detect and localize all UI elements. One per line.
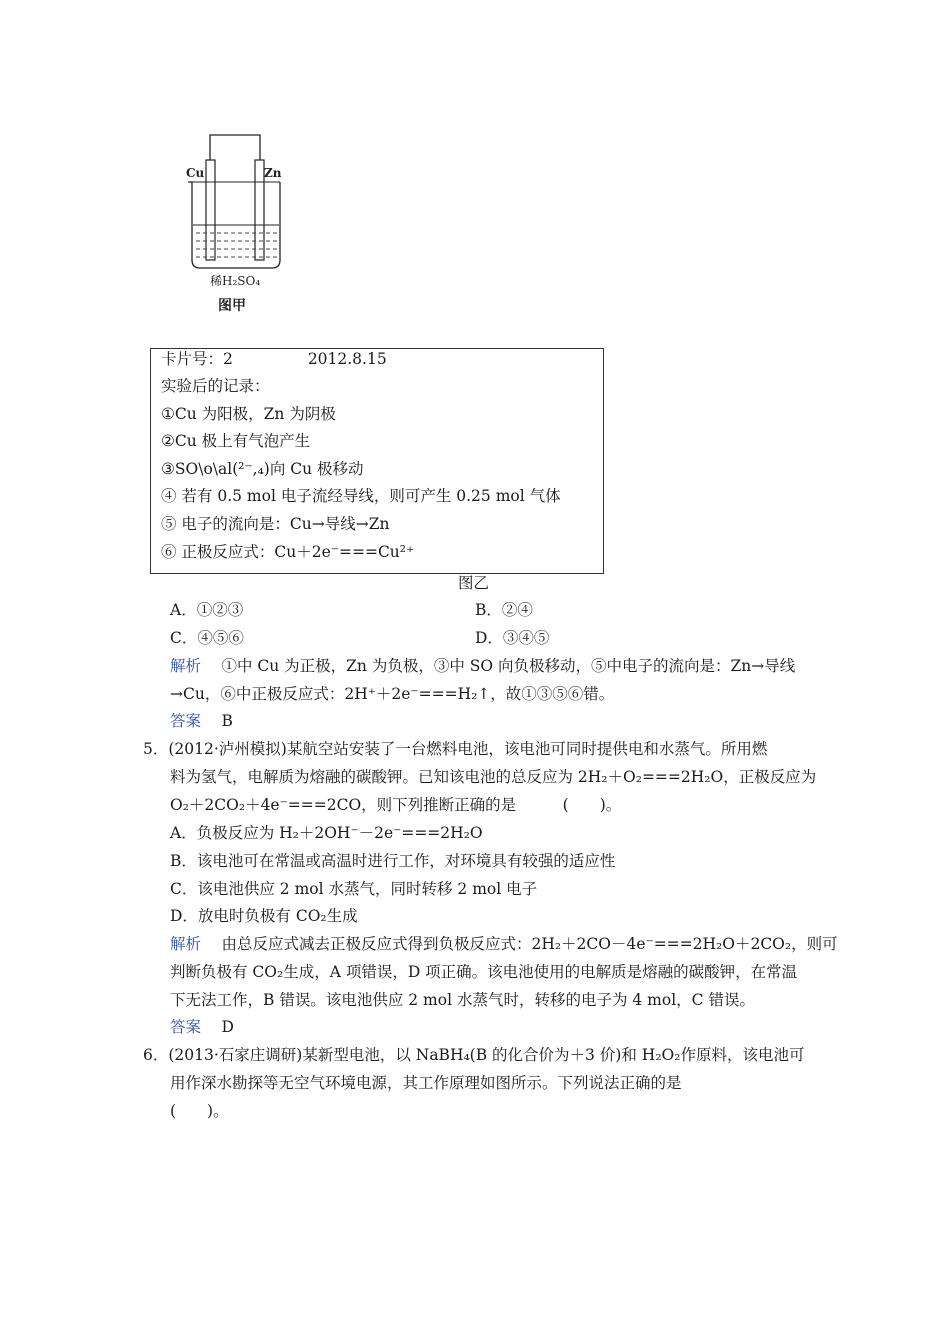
q6-stem-line-2: 用作深水勘探等无空气环境电源，其工作原理如图所示。下列说法正确的是 xyxy=(170,1074,682,1092)
analysis-tag: 解析 xyxy=(170,657,202,675)
q6-stem-line-1: 6．(2013·石家庄调研)某新型电池，以 NaBH₄(B 的化合价为＋3 价)和 H₂O₂作原料，该电池可 xyxy=(143,1046,805,1064)
zn-electrode xyxy=(255,160,264,260)
card-item-1: ①Cu 为阳极，Zn 为阴极 xyxy=(161,405,336,423)
q4-option-b: B．②④ xyxy=(475,601,533,619)
answer-tag: 答案 xyxy=(170,712,202,730)
q4-option-c: C．④⑤⑥ xyxy=(170,629,244,647)
q5-stem-line-2: 料为氢气，电解质为熔融的碳酸钾。已知该电池的总反应为 2H₂＋O₂===2H₂O，正极反应为 xyxy=(170,768,817,786)
q5-option-d: D．放电时负极有 CO₂生成 xyxy=(170,907,358,925)
card-item-5: ⑤ 电子的流向是：Cu→导线→Zn xyxy=(161,515,390,533)
zn-label: Zn xyxy=(264,166,282,180)
q5-stem-line-3: O₂＋2CO₂＋4e⁻===2CO，则下列推断正确的是 ( )。 xyxy=(170,796,622,814)
q5-analysis-line-1 xyxy=(170,934,838,954)
wire xyxy=(210,135,260,160)
answer-value: B xyxy=(221,712,233,730)
q5-option-a: A．负极反应为 H₂＋2OH⁻－2e⁻===2H₂O xyxy=(170,824,483,842)
q5-option-b: B．该电池可在常温或高温时进行工作，对环境具有较强的适应性 xyxy=(170,852,616,870)
analysis-text: ①中 Cu 为正极，Zn 为负极，③中 SO 向负极移动，⑤中电子的流向是：Zn→导线 xyxy=(221,657,796,675)
q4-option-a: A．①②③ xyxy=(170,601,244,619)
q5-stem-line-1: 5．(2012·泸州模拟)某航空站安装了一台燃料电池，该电池可同时提供电和水蒸气。所用燃 xyxy=(143,740,768,758)
analysis-tag: 解析 xyxy=(170,935,202,953)
card-date: 2012.8.15 xyxy=(307,350,387,368)
analysis-text: 由总反应式减去正极反应式得到负极反应式：2H₂＋2CO－4e⁻===2H₂O＋2CO₂，则可 xyxy=(221,935,838,953)
q5-analysis-line-2: 判断负极有 CO₂生成，A 项错误，D 项正确。该电池使用的电解质是熔融的碳酸钾，在常温 xyxy=(170,963,798,981)
experiment-record-card xyxy=(150,348,604,574)
figure-b-caption: 图乙 xyxy=(458,574,490,592)
q6-stem-line-3: ( )。 xyxy=(170,1102,229,1120)
solution-label: 稀H₂SO₄ xyxy=(210,274,261,288)
card-item-2: ②Cu 极上有气泡产生 xyxy=(161,432,311,450)
q4-option-d: D．③④⑤ xyxy=(475,629,550,647)
q5-answer xyxy=(170,1017,234,1037)
card-item-6: ⑥ 正极反应式：Cu＋2e⁻===Cu²⁺ xyxy=(161,543,415,561)
figure-a-caption: 图甲 xyxy=(218,298,246,314)
answer-tag: 答案 xyxy=(170,1018,202,1036)
cu-electrode xyxy=(206,160,215,260)
q4-answer xyxy=(170,711,233,731)
q4-analysis-line-2: →Cu，⑥中正极反应式：2H⁺＋2e⁻===H₂↑，故①③⑤⑥错。 xyxy=(170,685,615,703)
cu-label: Cu xyxy=(186,166,205,180)
galvanic-cell-figure xyxy=(180,130,290,315)
q5-analysis-line-3: 下无法工作，B 错误。该电池供应 2 mol 水蒸气时，转移的电子为 4 mol，C 错误。 xyxy=(170,991,755,1009)
card-header xyxy=(161,349,387,369)
card-item-3: ③SO\o\al(²⁻,₄)向 Cu 极移动 xyxy=(161,460,364,478)
q4-analysis-line-1 xyxy=(170,656,795,676)
answer-value: D xyxy=(221,1018,234,1036)
card-title: 实验后的记录： xyxy=(161,377,270,395)
q5-option-c: C．该电池供应 2 mol 水蒸气，同时转移 2 mol 电子 xyxy=(170,880,538,898)
card-item-4: ④ 若有 0.5 mol 电子流经导线，则可产生 0.25 mol 气体 xyxy=(161,487,561,505)
card-number: 卡片号：2 xyxy=(161,350,233,368)
